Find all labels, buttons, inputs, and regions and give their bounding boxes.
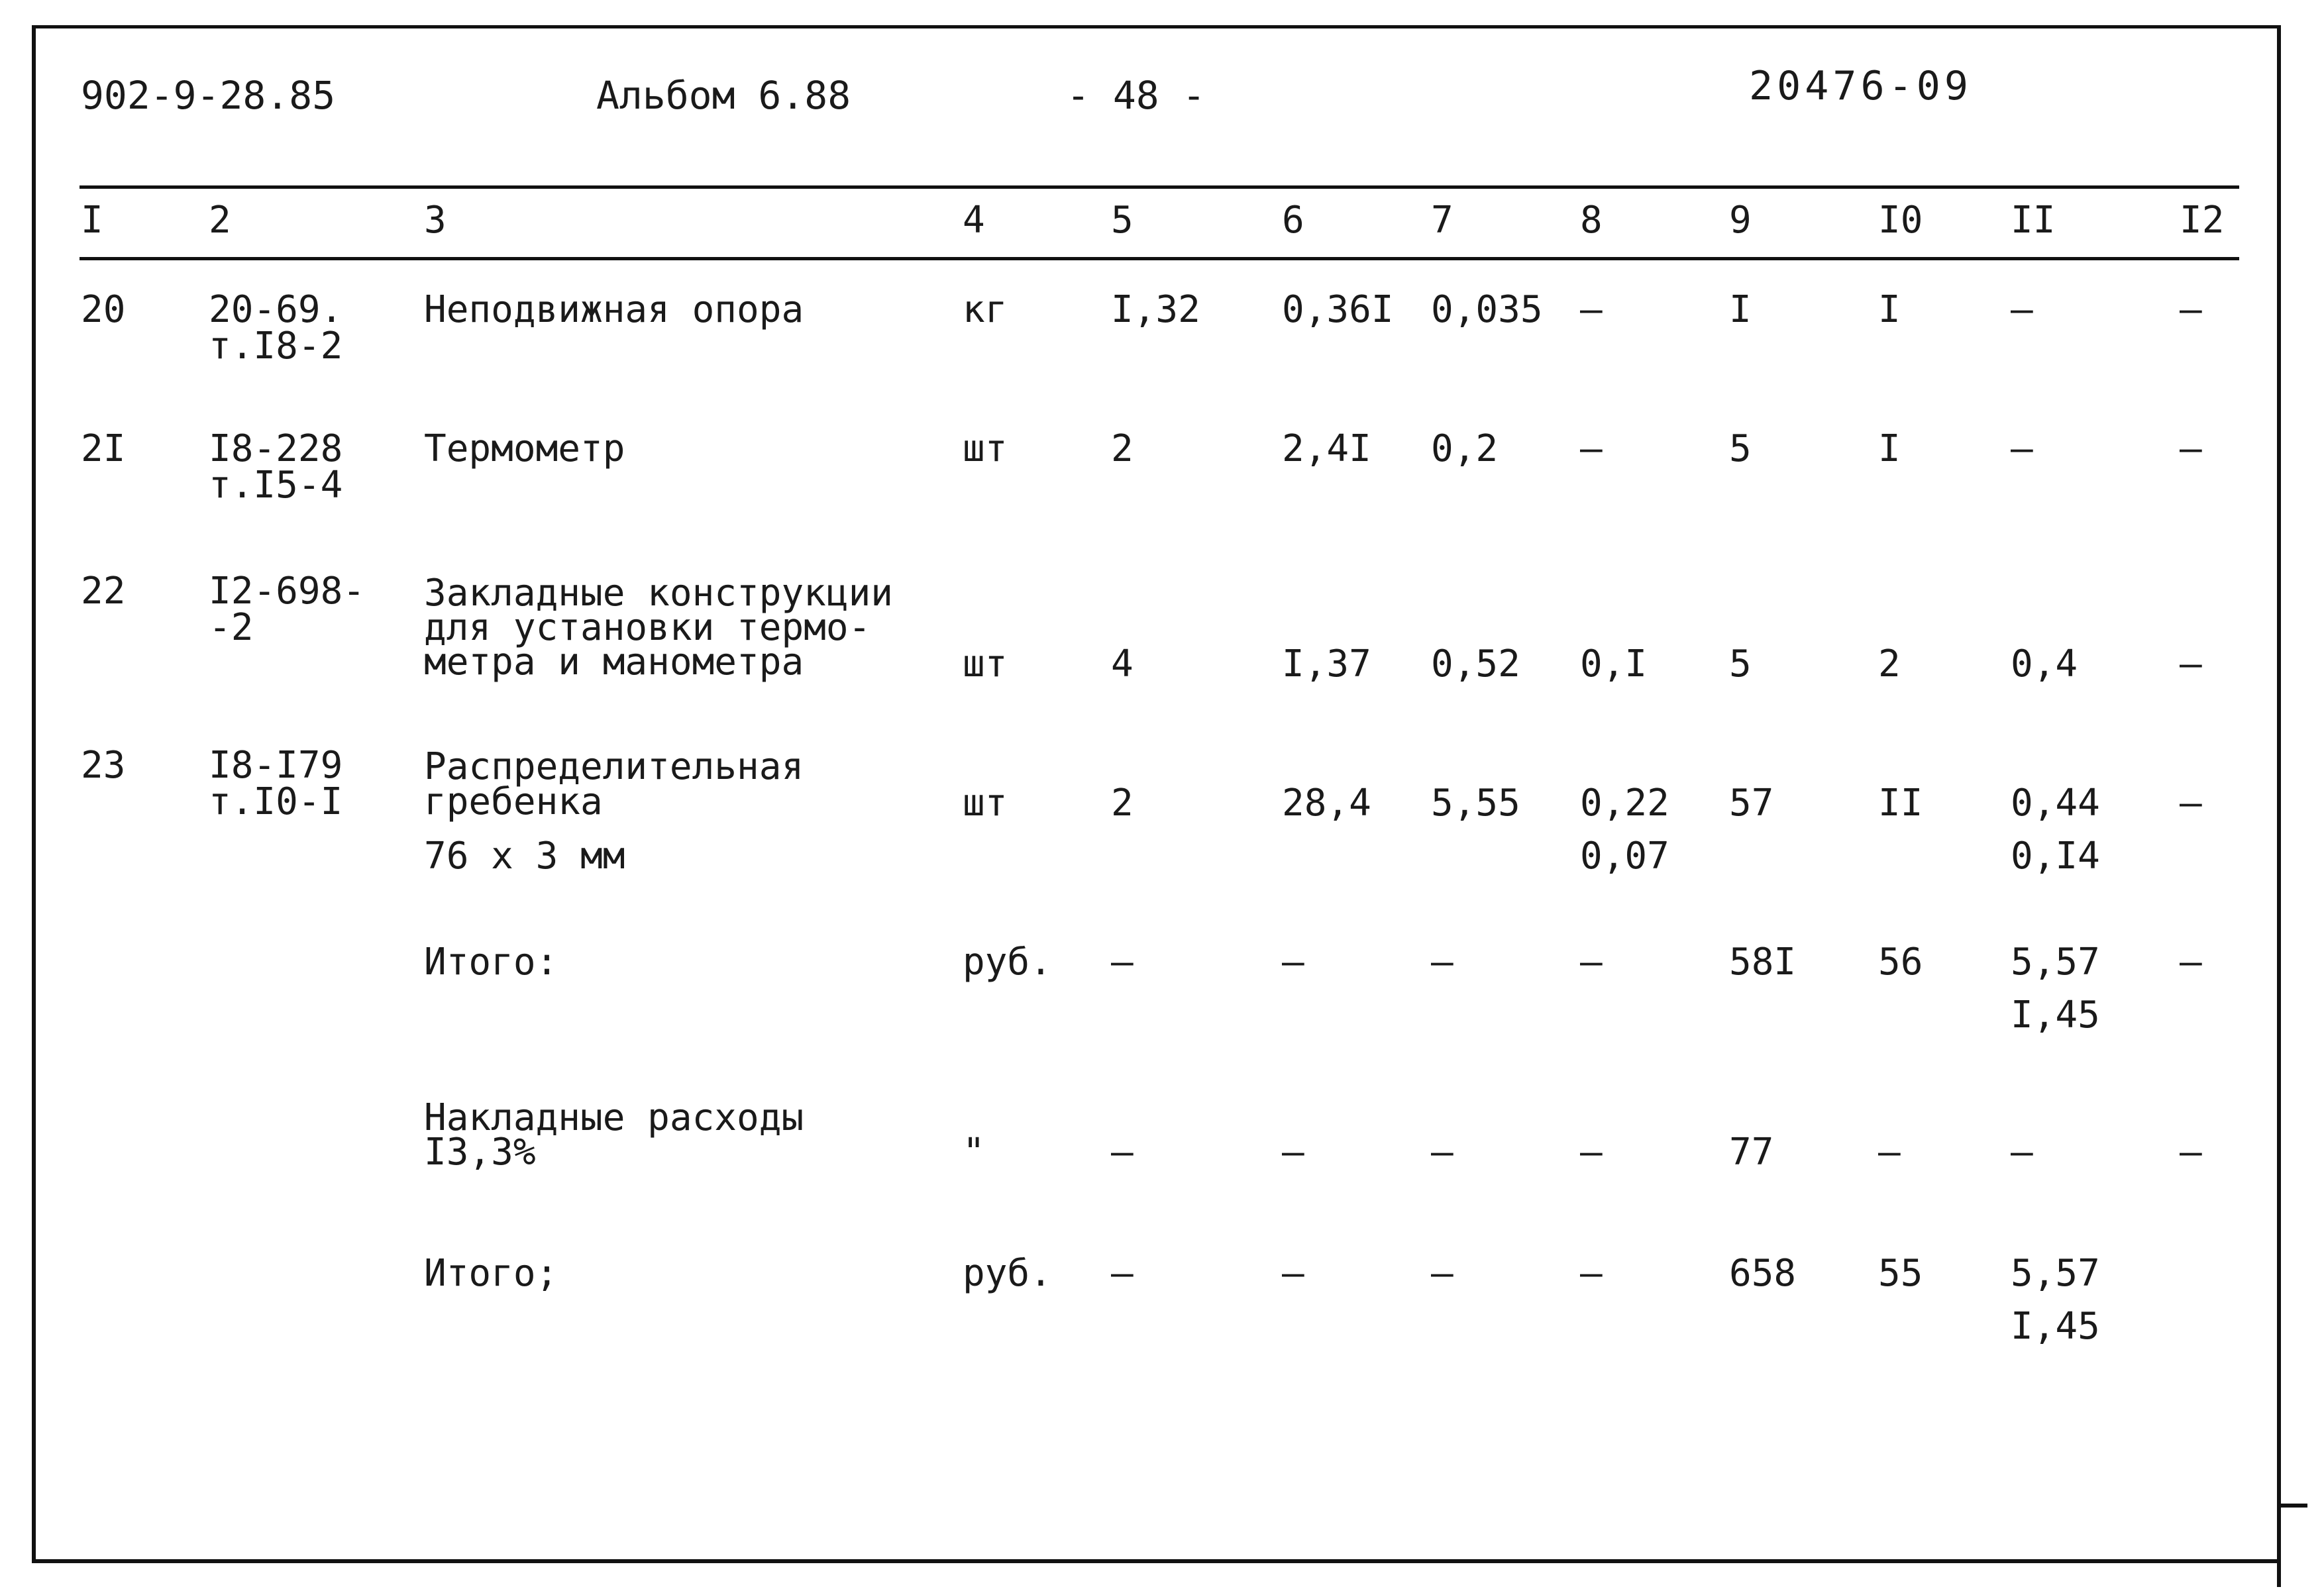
doc-code: 902-9-28.85 <box>81 73 336 118</box>
page-number: - 48 - <box>1067 73 1206 118</box>
grand-total-cell-10: 55 <box>1878 1252 1923 1295</box>
total-cell-11: 5,57 <box>2011 941 2100 984</box>
grand-total-cell-11: 5,57 <box>2011 1252 2100 1295</box>
grand-total-cell-7: – <box>1431 1252 1453 1295</box>
row-name-line: гребенка <box>424 780 603 823</box>
column-heading-12: I2 <box>2180 199 2225 242</box>
row-cell-10: I <box>1878 427 1901 470</box>
overhead-cell-5: – <box>1111 1131 1134 1174</box>
overhead-label-line: I3,3% <box>424 1131 536 1174</box>
column-heading-5: 5 <box>1111 199 1134 242</box>
row-cell-9: 5 <box>1729 642 1752 686</box>
overhead-cell-11: – <box>2011 1131 2033 1174</box>
row-number: 22 <box>81 570 126 613</box>
row-number: 20 <box>81 288 126 331</box>
grand-total-unit: руб. <box>963 1252 1052 1295</box>
row-number: 2I <box>81 427 126 470</box>
row-cell-5: 4 <box>1111 642 1134 686</box>
row-code-line: т.I0-I <box>209 780 343 823</box>
overhead-cell-10: – <box>1878 1131 1901 1174</box>
row-unit: шт <box>963 642 1008 686</box>
column-heading-8: 8 <box>1580 199 1603 242</box>
row-code-line: т.I5-4 <box>209 464 343 507</box>
row-cell-11: – <box>2011 427 2033 470</box>
row-cell-6: 28,4 <box>1282 782 1371 825</box>
row-name-line: Закладные конструкции <box>424 572 894 615</box>
overhead-cell-12: – <box>2180 1131 2202 1174</box>
row-cell-12: – <box>2180 427 2202 470</box>
row-cell-6: 2,4I <box>1282 427 1371 470</box>
row-cell-11: 0,4 <box>2011 642 2078 686</box>
row-code-line: I8-228 <box>209 427 343 470</box>
total-cell-7: – <box>1431 941 1453 984</box>
frame-tick-mark <box>2281 1504 2307 1508</box>
row-code-line: I2-698- <box>209 570 366 613</box>
row-cell-5: 2 <box>1111 427 1134 470</box>
header-rule-bottom <box>79 257 2239 260</box>
album-label: Альбом 6.88 <box>596 73 851 118</box>
column-heading-9: 9 <box>1729 199 1752 242</box>
column-heading-4: 4 <box>963 199 985 242</box>
row-cell-8: – <box>1580 427 1603 470</box>
total-cell-10: 56 <box>1878 941 1923 984</box>
frame-stub-mark <box>2277 1561 2281 1587</box>
grand-total-label: Итого; <box>424 1252 558 1295</box>
overhead-unit: " <box>963 1131 985 1174</box>
row-cell-12: – <box>2180 288 2202 331</box>
column-heading-1: I <box>81 199 103 242</box>
column-heading-10: I0 <box>1878 199 1923 242</box>
row-name-line: 76 x 3 мм <box>424 835 625 878</box>
row-unit: шт <box>963 427 1008 470</box>
overhead-cell-9: 77 <box>1729 1131 1774 1174</box>
row-name-line: метра и манометра <box>424 641 804 684</box>
row-code-line: I8-I79 <box>209 744 343 787</box>
grand-total-cell-6: – <box>1282 1252 1304 1295</box>
column-heading-11: II <box>2011 199 2056 242</box>
row-cell-10: I <box>1878 288 1901 331</box>
total-cell-5: – <box>1111 941 1134 984</box>
overhead-cell-6: – <box>1282 1131 1304 1174</box>
row-cell-5: I,32 <box>1111 288 1200 331</box>
row-cell-12: – <box>2180 782 2202 825</box>
total-cell-6: – <box>1282 941 1304 984</box>
row-cell-9: 57 <box>1729 782 1774 825</box>
row-cell-6: I,37 <box>1282 642 1371 686</box>
total-cell-12: – <box>2180 941 2202 984</box>
stamp-number: 20476-09 <box>1749 63 1972 109</box>
row-cell-10: II <box>1878 782 1923 825</box>
total-unit: руб. <box>963 941 1052 984</box>
row-name-line: Неподвижная опора <box>424 288 804 331</box>
row-cell-8: – <box>1580 288 1603 331</box>
row-cell-9: 5 <box>1729 427 1752 470</box>
row-cell-12: – <box>2180 642 2202 686</box>
header-rule-top <box>79 185 2239 189</box>
row-cell-8: 0,I <box>1580 642 1648 686</box>
row-cell-6: 0,36I <box>1282 288 1394 331</box>
total-cell-11-second: I,45 <box>2011 994 2100 1037</box>
total-label: Итого: <box>424 941 558 984</box>
row-cell-5: 2 <box>1111 782 1134 825</box>
row-cell-7: 0,52 <box>1431 642 1520 686</box>
row-code-line: 20-69. <box>209 288 343 331</box>
grand-total-cell-11-second: I,45 <box>2011 1305 2100 1348</box>
column-heading-7: 7 <box>1431 199 1453 242</box>
row-cell-11: – <box>2011 288 2033 331</box>
row-cell-7: 0,035 <box>1431 288 1543 331</box>
total-cell-8: – <box>1580 941 1603 984</box>
row-name-line: для установки термо- <box>424 606 871 649</box>
row-unit: шт <box>963 782 1008 825</box>
row-cell-7: 5,55 <box>1431 782 1520 825</box>
row-name-line: Термометр <box>424 427 625 470</box>
row-cell-7: 0,2 <box>1431 427 1499 470</box>
row-cell-10: 2 <box>1878 642 1901 686</box>
grand-total-cell-9: 658 <box>1729 1252 1797 1295</box>
overhead-cell-8: – <box>1580 1131 1603 1174</box>
page-frame <box>32 25 2281 1563</box>
column-heading-2: 2 <box>209 199 231 242</box>
total-cell-9: 58I <box>1729 941 1797 984</box>
row-cell-8: 0,22 <box>1580 782 1669 825</box>
overhead-cell-7: – <box>1431 1131 1453 1174</box>
row-cell-8-second: 0,07 <box>1580 835 1669 878</box>
grand-total-cell-8: – <box>1580 1252 1603 1295</box>
row-code-line: -2 <box>209 606 254 649</box>
row-unit: кг <box>963 288 1008 331</box>
column-heading-6: 6 <box>1282 199 1304 242</box>
row-cell-9: I <box>1729 288 1752 331</box>
row-cell-11-second: 0,I4 <box>2011 835 2100 878</box>
row-cell-11: 0,44 <box>2011 782 2100 825</box>
overhead-label-line: Накладные расходы <box>424 1096 804 1139</box>
grand-total-cell-5: – <box>1111 1252 1134 1295</box>
row-number: 23 <box>81 744 126 787</box>
row-name-line: Распределительная <box>424 745 804 788</box>
row-code-line: т.I8-2 <box>209 325 343 368</box>
column-heading-3: 3 <box>424 199 447 242</box>
